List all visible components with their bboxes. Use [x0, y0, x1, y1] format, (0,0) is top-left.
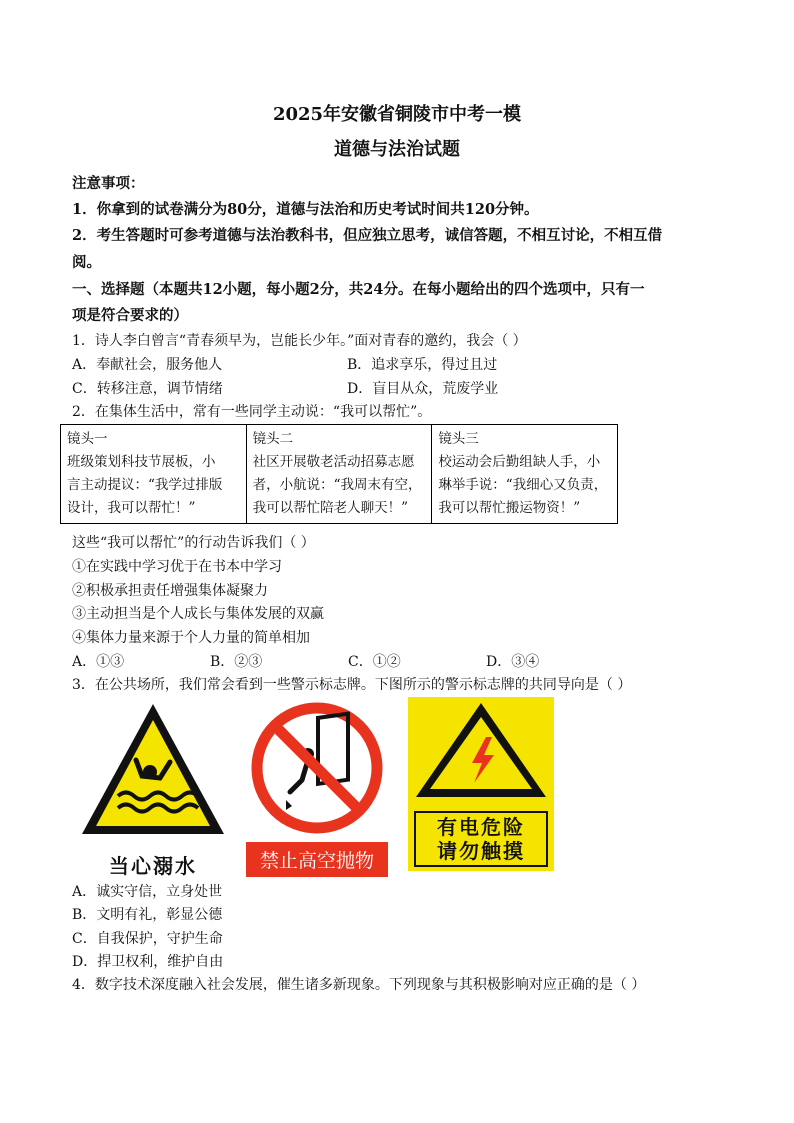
- q1-option-b[interactable]: B．追求享乐，得过且过: [347, 357, 498, 373]
- scenes-row: [61, 425, 618, 524]
- scene-text: 我可以帮忙陪老人聊天！”: [252, 500, 409, 516]
- scene-title: 镜头一: [67, 431, 108, 447]
- question-4-stem: 4．数字技术深度融入社会发展，催生诸多新现象。下列现象与其积极影响对应正确的是（ ）: [72, 977, 646, 993]
- question-3-stem: 3．在公共场所，我们常会看到一些警示标志牌。下图所示的警示标志牌的共同导向是（ ）: [72, 677, 632, 693]
- q2-option-b[interactable]: B．②③: [210, 654, 263, 670]
- q2-statement: ④集体力量来源于个人力量的简单相加: [72, 630, 310, 646]
- q3-option-d[interactable]: D．捍卫权利，维护自由: [72, 954, 224, 970]
- drowning-warning-icon: [78, 700, 228, 840]
- no-throwing-sign: [246, 700, 388, 870]
- q2-option-d[interactable]: D．③④: [486, 654, 540, 670]
- scenes-table: [60, 424, 618, 524]
- q2-statement: ③主动担当是个人成长与集体发展的双赢: [72, 606, 324, 622]
- note-item: 1．你拿到的试卷满分为80分，道德与法治和历史考试时间共120分钟。: [72, 201, 539, 218]
- sign-caption: 当心溺水: [109, 854, 197, 878]
- question-2-stem: 2．在集体生活中，常有一些同学主动说：“我可以帮忙”。: [72, 404, 432, 420]
- scene-text: 琳举手说：“我细心又负责，: [438, 477, 608, 493]
- electric-shock-icon: [408, 697, 554, 803]
- exam-title: 2025年安徽省铜陵市中考一模: [272, 104, 522, 125]
- question-2-ask: 这些“我可以帮忙”的行动告诉我们（ ）: [72, 535, 315, 551]
- scene-3: [432, 425, 618, 524]
- q1-option-a[interactable]: A．奉献社会，服务他人: [72, 357, 223, 373]
- scene-text: 校运动会后勤组缺人手，小: [438, 454, 601, 470]
- notes-heading: 注意事项：: [72, 175, 145, 192]
- q3-option-a[interactable]: A．诚实守信，立身处世: [72, 884, 223, 900]
- scene-text: 我可以帮忙搬运物资！”: [438, 500, 581, 516]
- scene-text: 言主动提议：“我学过排版: [67, 477, 223, 493]
- scene-2: [246, 425, 432, 524]
- scene-text: 社区开展敬老活动招募志愿: [252, 454, 415, 470]
- electric-danger-sign: [408, 697, 554, 871]
- q2-option-a[interactable]: A．①③: [72, 654, 125, 670]
- q3-option-c[interactable]: C．自我保护，守护生命: [72, 931, 223, 947]
- note-item: 2．考生答题时可参考道德与法治教科书，但应独立思考，诚信答题，不相互讨论，不相互借: [72, 227, 663, 244]
- no-throwing-icon: [246, 700, 388, 836]
- sign-caption: 有电危险: [437, 815, 525, 839]
- exam-subject-title: 道德与法治试题: [334, 139, 460, 160]
- q2-option-c[interactable]: C．①②: [348, 654, 401, 670]
- section-heading: 一、选择题（本题共12小题，每小题2分，共24分。在每小题给出的四个选项中，只有一: [72, 281, 645, 298]
- scene-text: 设计，我可以帮忙！”: [67, 500, 196, 516]
- q1-option-c[interactable]: C．转移注意，调节情绪: [72, 381, 223, 397]
- question-1-stem: 1．诗人李白曾言“青春须早为，岂能长少年。”面对青春的邀约，我会（ ）: [72, 333, 527, 349]
- q3-option-b[interactable]: B．文明有礼，彰显公德: [72, 907, 223, 923]
- q1-option-d[interactable]: D．盲目从众，荒废学业: [347, 381, 499, 397]
- scene-title: 镜头二: [252, 431, 294, 447]
- scene-text: 班级策划科技节展板，小: [67, 454, 216, 470]
- sign-caption: 禁止高空抛物: [246, 842, 388, 877]
- note-item: 阅。: [72, 254, 101, 271]
- q2-statement: ①在实践中学习优于在书本中学习: [72, 559, 282, 575]
- scene-text: 者，小航说：“我周末有空，: [252, 477, 422, 493]
- section-heading-cont: 项是符合要求的）: [72, 307, 188, 324]
- q2-statement: ②积极承担责任增强集体凝聚力: [72, 583, 268, 599]
- sign-caption: 请勿触摸: [437, 839, 525, 863]
- sign-caption-box: [414, 811, 548, 867]
- drowning-warning-sign: [78, 700, 228, 878]
- scene-1: [61, 425, 247, 524]
- scene-title: 镜头三: [438, 431, 479, 447]
